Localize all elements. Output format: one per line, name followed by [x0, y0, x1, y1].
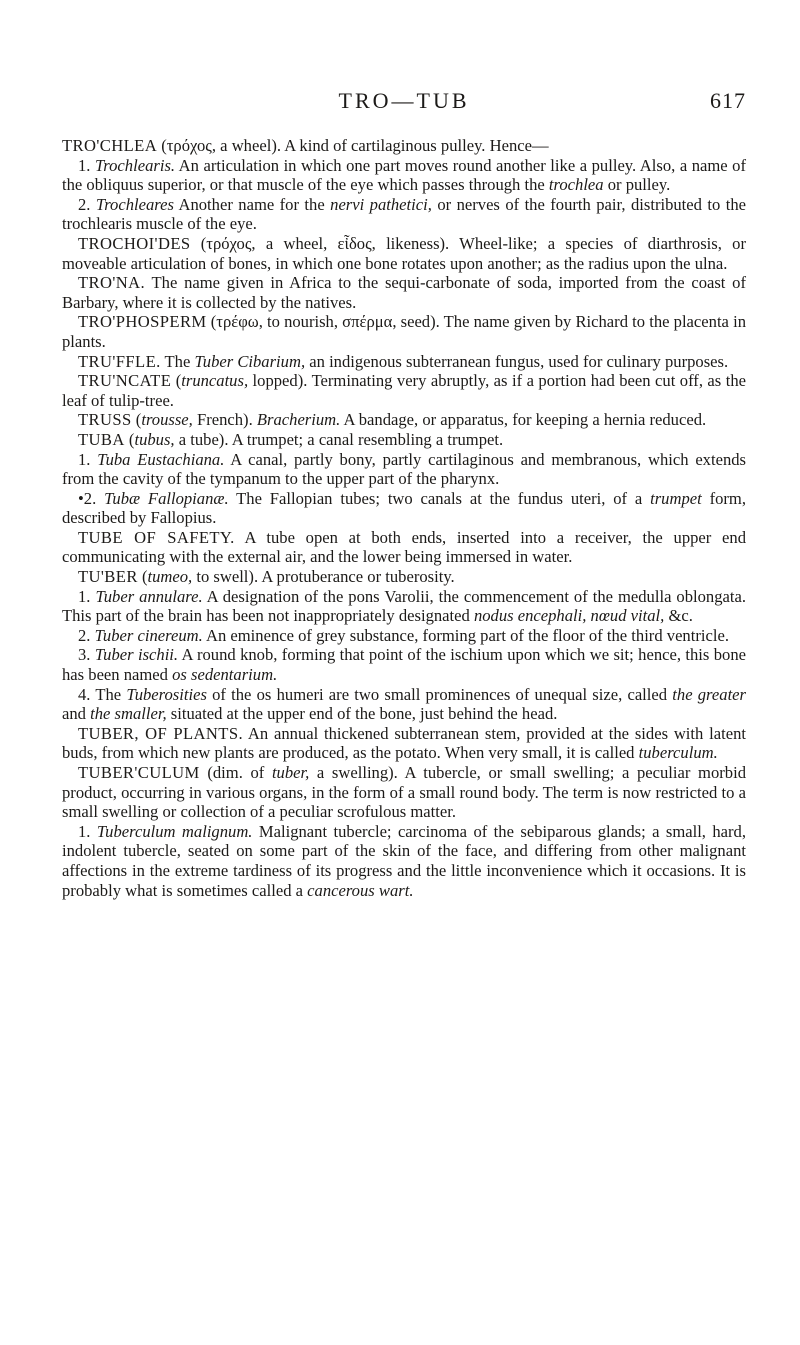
- entry-text: a tube). A trumpet; a canal resembling a trumpet.: [174, 429, 504, 449]
- entry: [62, 763, 746, 822]
- sub-entry-term: Trochleares: [95, 194, 174, 214]
- entry-text: situated at the upper end of the bone, just behind the head.: [166, 704, 558, 724]
- sub-entry-term: Tuber annulare.: [95, 586, 203, 606]
- entry-text: or nerves of the fourth pair, distributed to the trochlearis muscle of the eye.: [62, 194, 747, 234]
- entry: [62, 273, 746, 312]
- entry-text: A designation of the pons Varolii, the commencement of the medulla oblongata. This part of the brain has been not inappropriately designated: [62, 586, 747, 626]
- entry-text: (τρέφω, to nourish, σπέρμα, seed). The name given by Richard to the placenta in plants.: [62, 312, 746, 351]
- entry-text: An articulation in which one part moves round another like a pulley. Also, a name of the obliquus superior, or that muscle of the eye which passes through the: [62, 155, 747, 195]
- entry-headword: TRO'CHLEA: [62, 136, 158, 155]
- sub-entry-term: Tuberculum malignum.: [96, 821, 253, 841]
- entry-italic: cancerous wart.: [307, 880, 414, 900]
- sub-entry-number: 4.: [78, 684, 96, 704]
- entry-headword: TRUSS: [78, 410, 132, 430]
- entry-text: An eminence of grey substance, forming part of the floor of the third ventricle.: [202, 625, 729, 645]
- entry: [62, 430, 746, 450]
- entry-italic: tuberculum.: [638, 743, 718, 763]
- sub-entry: [62, 156, 746, 195]
- entry-text: (dim. of: [199, 763, 272, 782]
- entry-text: The Fallopian tubes; two canals at the fundus uteri, of a: [228, 488, 651, 508]
- entry-text: form, described by Fallopius.: [62, 488, 746, 528]
- entry-italic: tumeo,: [147, 567, 193, 587]
- page-number: 617: [710, 88, 746, 113]
- running-head-title: TRO—TUB: [338, 88, 470, 113]
- entry-italic: tuber,: [271, 763, 310, 782]
- entry-text: to swell). A protuberance or tuberosity.: [192, 567, 455, 587]
- entry-italic: truncatus,: [181, 371, 249, 391]
- entry-italic: Tuberosities: [126, 684, 207, 704]
- sub-entry: [62, 489, 746, 528]
- entry-headword: TUBE OF SAFETY.: [78, 527, 235, 547]
- entry: [62, 410, 746, 430]
- entry-headword: TRU'FFLE.: [78, 351, 161, 371]
- sub-entry-number: 1.: [78, 821, 97, 841]
- entry-text: A canal, partly bony, partly cartilaginous and membranous, which extends from the cavity of the tympanum to the upper part of the pharynx.: [62, 449, 747, 489]
- entry-text: (: [124, 429, 135, 449]
- entry-italic: tubus,: [134, 429, 175, 449]
- entry-headword: TRU'NCATE: [78, 371, 172, 391]
- sub-entry-number: •2.: [78, 488, 105, 508]
- entry: [62, 352, 746, 372]
- entry-italic: nervi pathetici,: [330, 194, 432, 214]
- entry-italic: Bracherium.: [256, 410, 341, 430]
- entry-text: a swelling). A tubercle, or small swelling; a peculiar morbid product, occurring in various organs, in the form of a small round body. The term is now restricted to a small swelling or collection of a peculiar scrofulous matter.: [62, 763, 746, 822]
- entry-text: (: [171, 371, 182, 391]
- sub-entry-term: Tuber cinereum.: [94, 625, 203, 645]
- entry-italic: nodus encephali, nœud vital,: [473, 606, 665, 626]
- sub-entry-number: 2.: [78, 625, 95, 645]
- entry-headword: TU'BER: [78, 567, 138, 587]
- sub-entry: [62, 195, 746, 234]
- entry-italic: trumpet: [650, 488, 702, 508]
- entry-text: A tube open at both ends, inserted into a receiver, the upper end communicating with the external air, and the lower being immersed in water.: [62, 527, 746, 567]
- entry-text: Another name for the: [173, 194, 331, 214]
- entry-italic: trochlea: [548, 175, 604, 195]
- entries-body: [62, 136, 746, 900]
- sub-entry-number: 1.: [78, 586, 96, 606]
- entry-text: or pulley.: [603, 175, 671, 195]
- running-head: [62, 88, 746, 122]
- sub-entry-number: 3.: [78, 645, 95, 665]
- sub-entry: [62, 645, 746, 684]
- entry-text: A round knob, forming that point of the ischium upon which we sit; hence, this bone has been named: [62, 645, 746, 685]
- entry-text: (: [137, 567, 148, 587]
- entry-headword: TROCHOI'DES: [78, 233, 191, 253]
- entry-headword: TRO'PHOSPERM: [78, 312, 207, 332]
- sub-entry-term: Tubæ Fallopianæ.: [104, 488, 229, 508]
- sub-entry: [62, 822, 746, 900]
- entry-text: Malignant tubercle; carcinoma of the sebiparous glands; a small, hard, indolent tubercle, seated on some part of the skin of the face, and differing from other malignant affections in the extreme tardiness of its progress and the little inconvenience which it occasions. It is probably what is sometimes called a: [62, 821, 747, 900]
- sub-entry: [62, 626, 746, 646]
- entry: [62, 312, 746, 351]
- entry-headword: TRO'NA.: [78, 273, 146, 293]
- entry-text: The name given in Africa to the sequi-carbonate of soda, imported from the coast of Barbary, where it is collected by the natives.: [62, 273, 746, 312]
- entry-text: An annual thickened subterranean stem, provided at the sides with latent buds, from which new plants are produced, as the potato. When very small, it is called: [62, 723, 746, 763]
- entry: [62, 724, 746, 763]
- entry-text: The: [160, 351, 195, 371]
- entry-text: (τρόχος, a wheel). A kind of cartilaginous pulley. Hence—: [157, 136, 549, 155]
- entry-text: of the os humeri are two small prominences of unequal size, called: [206, 684, 673, 704]
- sub-entry-term: Tuba Eustachiana.: [97, 449, 225, 469]
- entry-italic: trousse,: [141, 410, 193, 430]
- entry: [62, 371, 746, 410]
- sub-entry-number: 1.: [78, 155, 95, 175]
- sub-entry: [62, 685, 746, 724]
- entry: [62, 136, 746, 156]
- entry-headword: TUBA: [78, 429, 125, 449]
- entry-italic: Tuber Cibarium,: [194, 351, 306, 371]
- entry-text: lopped). Terminating very abruptly, as if a portion had been cut off, as the leaf of tulip-tree.: [62, 371, 746, 410]
- entry-text: A bandage, or apparatus, for keeping a hernia reduced.: [340, 410, 707, 430]
- entry-italic: the smaller,: [90, 704, 167, 724]
- entry-text: and: [62, 704, 91, 724]
- entry-text: &c.: [664, 606, 693, 626]
- entry-text: (: [131, 410, 142, 430]
- sub-entry: [62, 450, 746, 489]
- entry-headword: TUBER'CULUM: [78, 763, 200, 782]
- entry-text: an indigenous subterranean fungus, used for culinary purposes.: [305, 351, 729, 371]
- sub-entry: [62, 587, 746, 626]
- sub-entry-number: 1.: [78, 449, 98, 469]
- entry-headword: TUBER, OF PLANTS.: [78, 723, 244, 743]
- entry-text: The: [95, 684, 127, 704]
- sub-entry-number: 2.: [78, 194, 96, 214]
- sub-entry-term: Tuber ischii.: [94, 645, 179, 665]
- entry: [62, 234, 746, 273]
- entry-italic: os sedentarium.: [172, 665, 278, 685]
- entry-text: (τρόχος, a wheel, εἶδος, likeness). Wheel-like; a species of diarthrosis, or moveable articulation of bones, in which one bone rotates upon another; as the radius upon the ulna.: [62, 233, 746, 273]
- entry-text: French).: [192, 410, 257, 430]
- entry: [62, 528, 746, 567]
- sub-entry-term: Trochlearis.: [94, 155, 176, 175]
- entry: [62, 567, 746, 587]
- entry-italic: the greater: [672, 684, 746, 704]
